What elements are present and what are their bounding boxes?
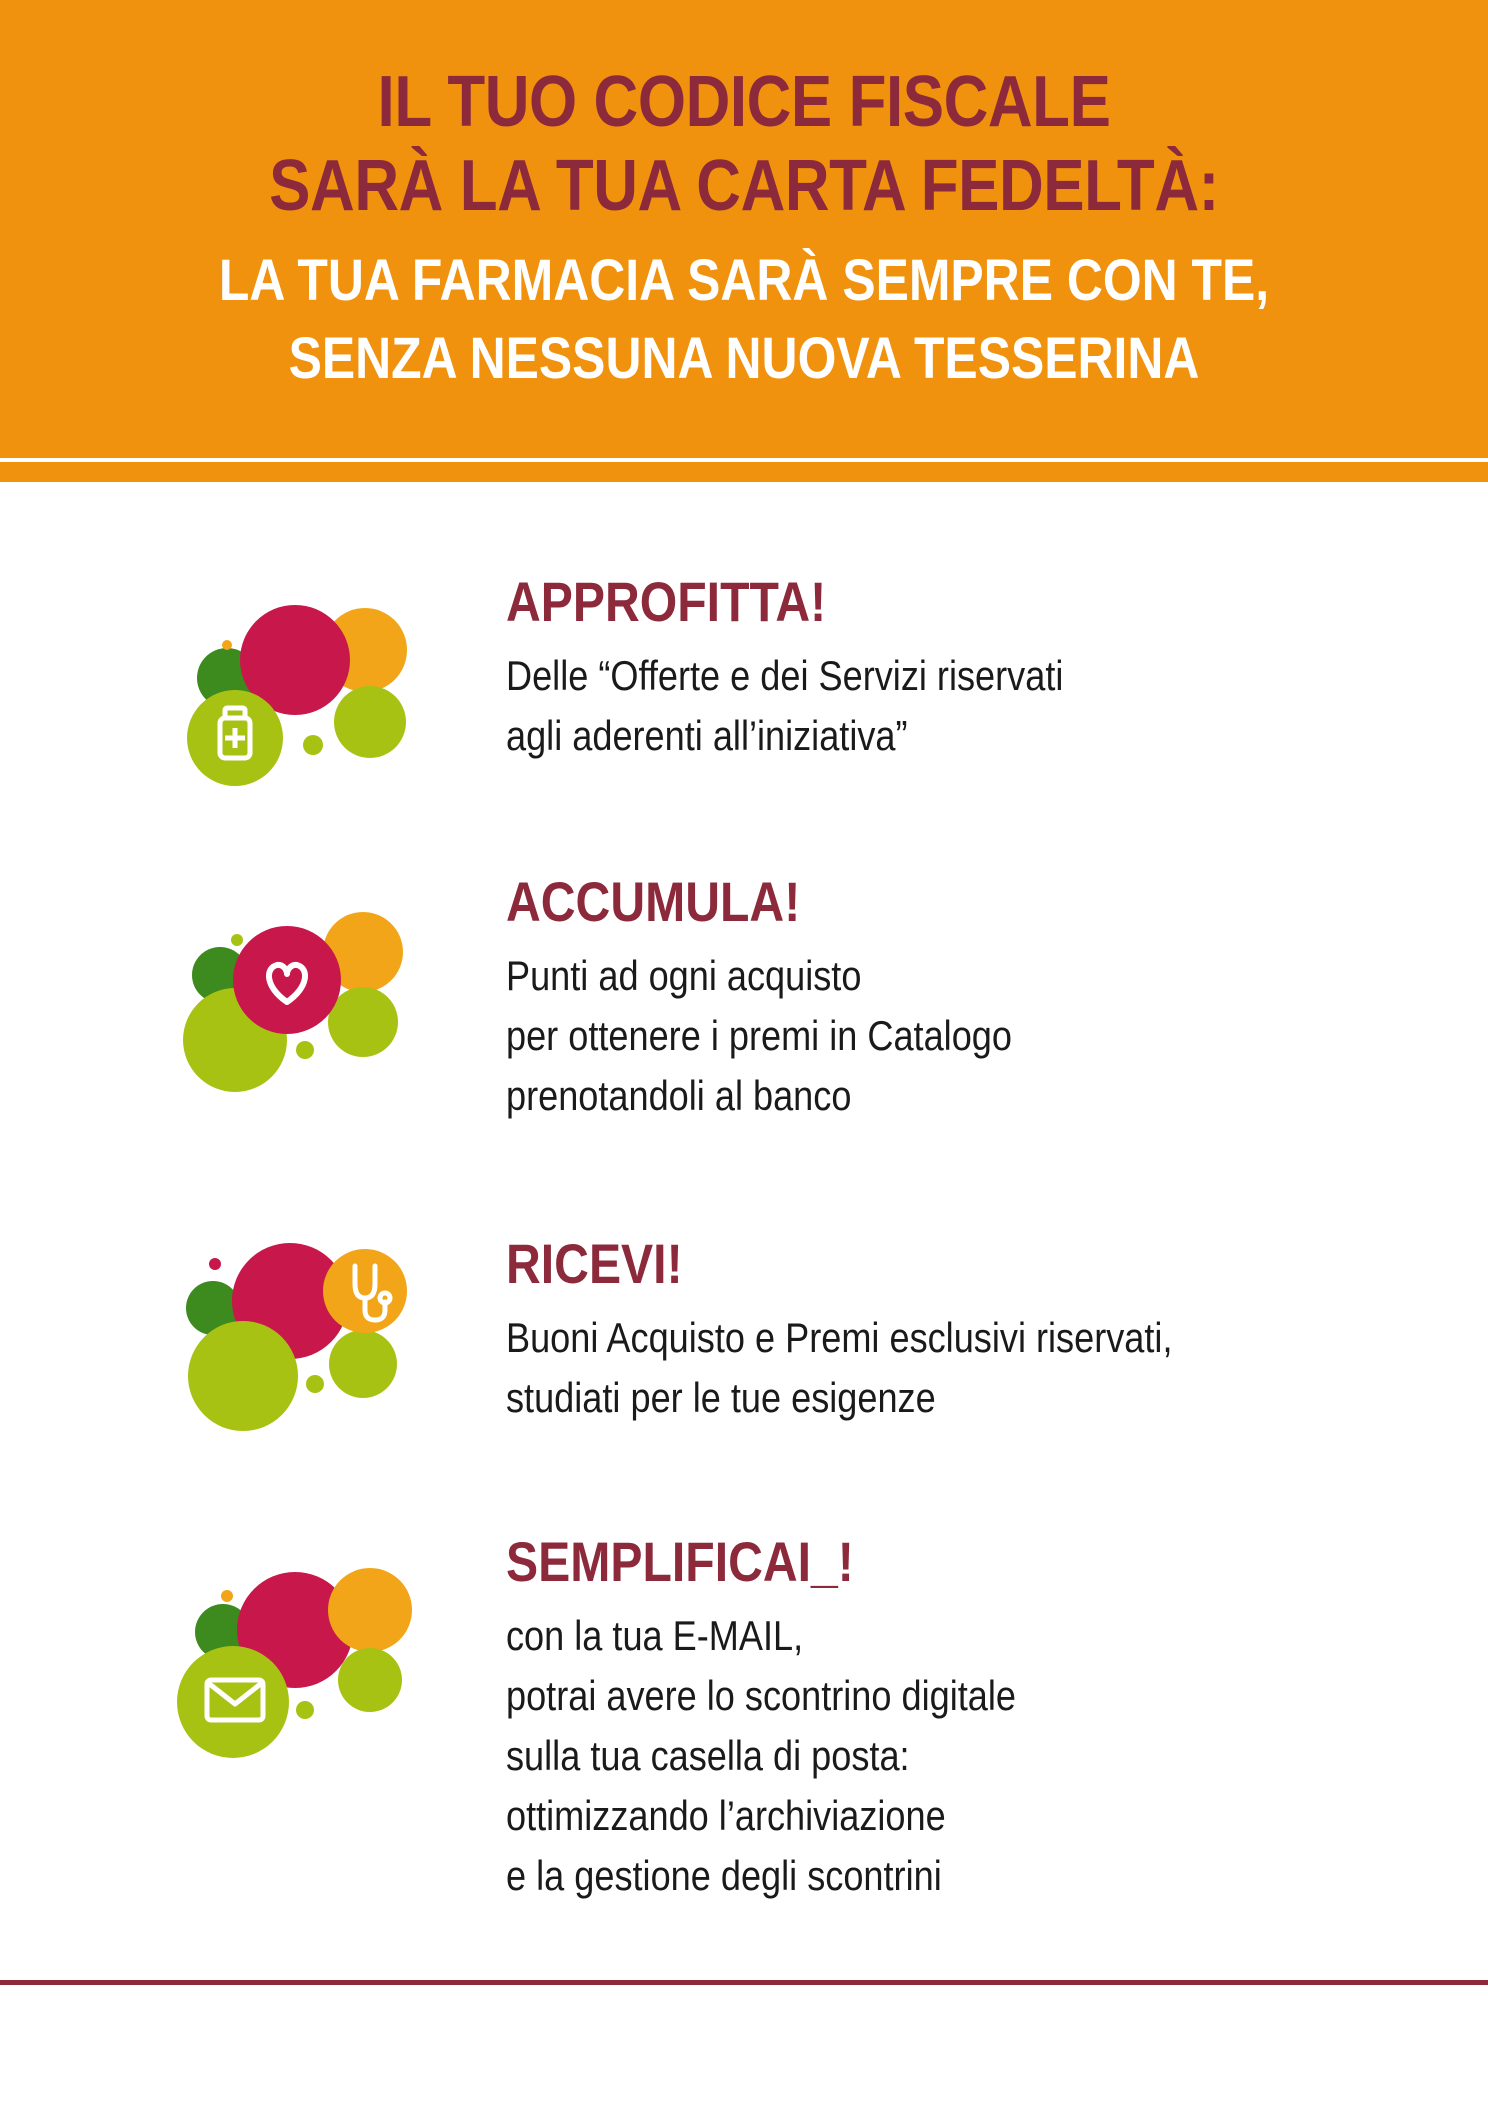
section-text-line: ottimizzando l’archiviazione [506, 1792, 946, 1839]
section-text-line: Delle “Offerte e dei Servizi riservati [506, 652, 1064, 699]
envelope-icon [165, 1550, 435, 1780]
section-text-line: prenotandoli al banco [506, 1072, 852, 1119]
section-text-line: studiati per le tue esigenze [506, 1374, 936, 1421]
section-text-line: Buoni Acquisto e Premi esclusivi riservati, [506, 1314, 1173, 1361]
section-heading: RICEVI! [506, 1232, 683, 1295]
section-heading: ACCUMULA! [506, 870, 801, 933]
header-divider [0, 462, 1488, 482]
footer-divider [0, 1980, 1488, 1985]
subtitle-line-2: SENZA NESSUNA NUOVA TESSERINA [288, 326, 1200, 391]
section-text-line: e la gestione degli scontrini [506, 1852, 942, 1899]
stethoscope-icon [165, 1236, 435, 1466]
heart-icon [165, 890, 435, 1120]
section-text-line: agli aderenti all’iniziativa” [506, 712, 908, 759]
pill-bottle-icon [165, 590, 435, 820]
title-line-1: IL TUO CODICE FISCALE [377, 62, 1111, 142]
subtitle-line-1: LA TUA FARMACIA SARÀ SEMPRE CON TE, [218, 248, 1270, 313]
header-banner [0, 0, 1488, 458]
section-text-line: potrai avere lo scontrino digitale [506, 1672, 1016, 1719]
section-text-line: con la tua E-MAIL, [506, 1612, 804, 1659]
section-heading: APPROFITTA! [506, 570, 827, 633]
section-text-line: per ottenere i premi in Catalogo [506, 1012, 1012, 1059]
section-text-line: Punti ad ogni acquisto [506, 952, 862, 999]
section-text-line: sulla tua casella di posta: [506, 1732, 910, 1779]
title-line-2: SARÀ LA TUA CARTA FEDELTÀ: [269, 146, 1219, 226]
section-heading: SEMPLIFICAI_! [506, 1530, 854, 1593]
